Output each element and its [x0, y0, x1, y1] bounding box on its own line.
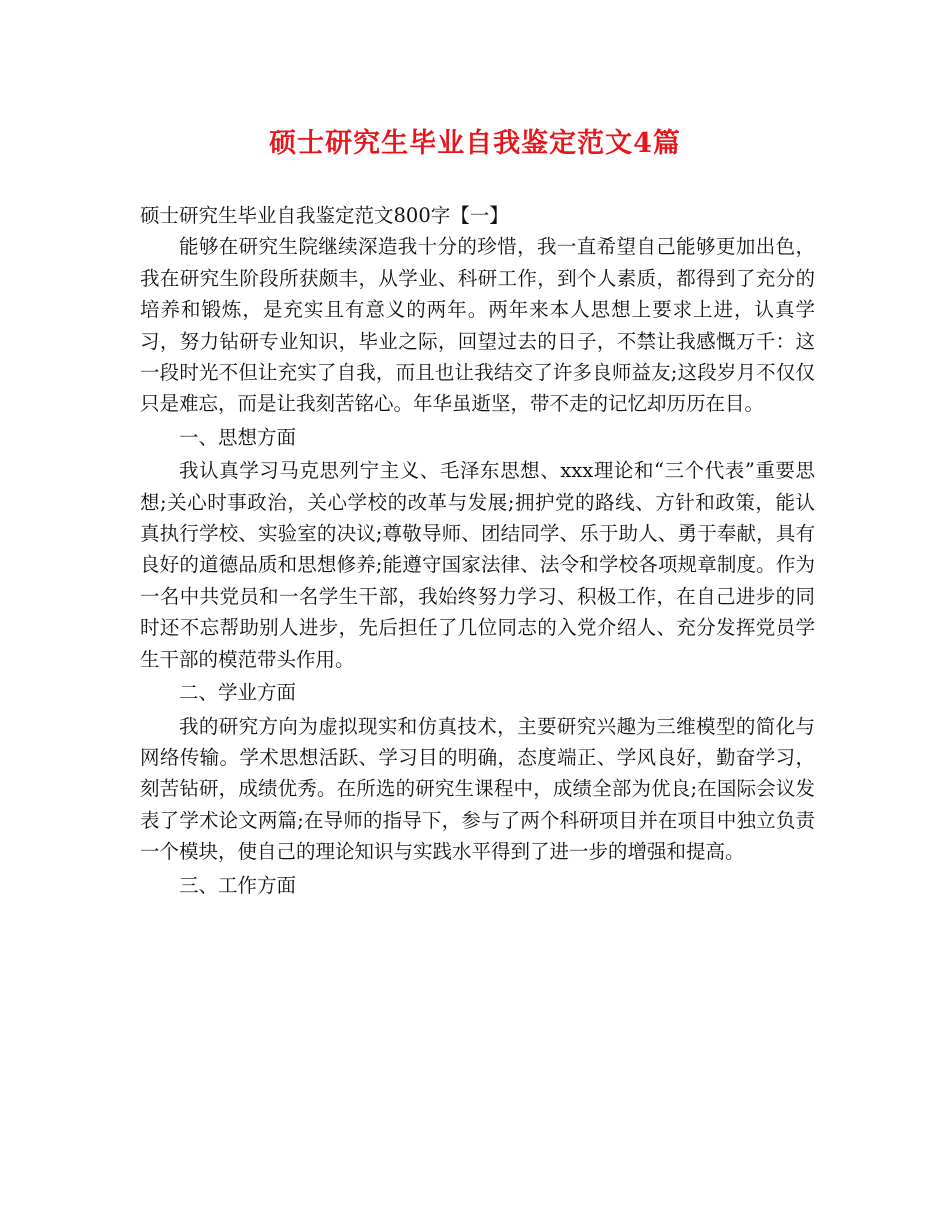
paragraph-study: 我的研究方向为虚拟现实和仿真技术，主要研究兴趣为三维模型的简化与网络传输。学术思想活跃、学习目的明确，态度端正、学风良好，勤奋学习，刻苦钻研，成绩优秀。在所选的研究生课程中，成绩全部为优良;在国际会议发表了学术论文两篇;在导师的指导下，参与了两个科研项目并在项目中独立负责一个模块，使自己的理论知识与实践水平得到了进一步的增强和提高。 [140, 714, 815, 864]
section-subtitle: 硕士研究生毕业自我鉴定范文800字【一】 [140, 204, 509, 227]
document-title: 硕士研究生毕业自我鉴定范文4篇 [269, 128, 681, 159]
paragraph-intro: 能够在研究生院继续深造我十分的珍惜，我一直希望自己能够更加出色，我在研究生阶段所获颇丰，从学业、科研工作，到个人素质，都得到了充分的培养和锻炼，是充实且有意义的两年。两年来本人思想上要求上进，认真学习，努力钻研专业知识，毕业之际，回望过去的日子，不禁让我感慨万千：这一段时光不但让充实了自我，而且也让我结交了许多良师益友;这段岁月不仅仅只是难忘，而是让我刻苦铭心。年华虽逝坚，带不走的记忆却历历在目。 [140, 235, 815, 416]
heading-thought: 一、思想方面 [179, 425, 297, 449]
paragraph-thought: 我认真学习马克思列宁主义、毛泽东思想、xxx理论和“三个代表”重要思想;关心时事政治，关心学校的改革与发展;拥护党的路线、方针和政策，能认真执行学校、实验室的决议;尊敬导师、团结同学、乐于助人、勇于奉献，具有良好的道德品质和思想修养;能遵守国家法律、法令和学校各项规章制度。作为一名中共党员和一名学生干部，我始终努力学习、积极工作，在自己进步的同时还不忘帮助别人进步，先后担任了几位同志的入党介绍人、充分发挥党员学生干部的模范带头作用。 [140, 459, 815, 671]
heading-study: 二、学业方面 [179, 681, 297, 705]
heading-work: 三、工作方面 [179, 873, 297, 897]
document-body [140, 200, 815, 901]
